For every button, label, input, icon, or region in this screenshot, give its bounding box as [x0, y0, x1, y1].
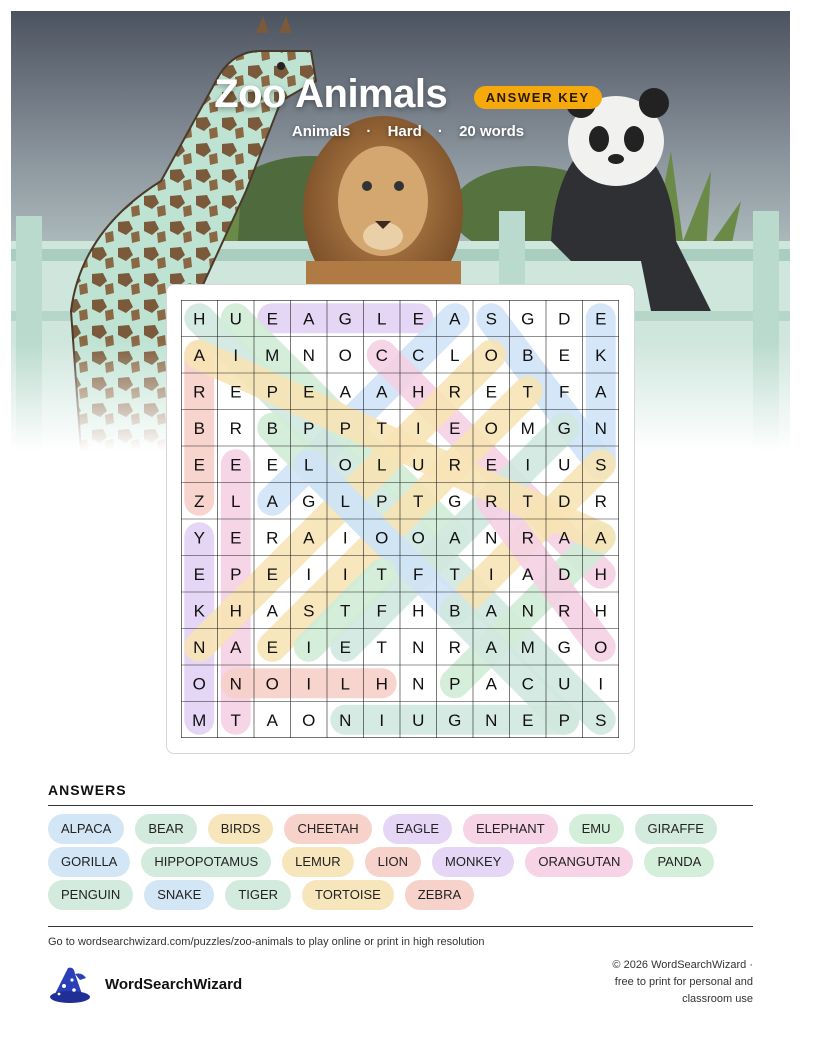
grid-letter: I [379, 710, 385, 730]
copyright-line: © 2026 WordSearchWizard · [612, 959, 753, 971]
grid-letter: T [376, 564, 387, 584]
answer-word-chip: CHEETAH [284, 814, 371, 844]
grid-letter: O [192, 674, 206, 694]
grid-letter: E [303, 382, 315, 402]
grid-letter: P [558, 710, 570, 730]
grid-canvas [181, 300, 619, 738]
difficulty-label: Hard [387, 123, 422, 140]
grid-letter: C [412, 345, 425, 365]
grid-letter: A [339, 382, 351, 402]
grid-letter: M [520, 637, 535, 657]
answer-word-chip: ORANGUTAN [525, 847, 633, 877]
grid-letter: N [193, 637, 206, 657]
grid-letter: E [412, 309, 424, 329]
grid-letter: I [415, 418, 421, 438]
brand-name: WordSearchWizard [105, 975, 243, 993]
grid-letter: N [339, 710, 352, 730]
grid-letter: D [558, 491, 571, 511]
grid-letter: A [558, 528, 570, 548]
grid-letter: O [302, 710, 316, 730]
grid-letter: L [450, 345, 460, 365]
answer-word-chip: TORTOISE [302, 880, 394, 910]
grid-letter: G [448, 710, 462, 730]
grid-letter: C [521, 674, 534, 694]
grid-letter: I [342, 528, 348, 548]
grid-letter: G [302, 491, 316, 511]
grid-letter: E [266, 455, 278, 475]
grid-letter: A [449, 309, 461, 329]
grid-letter: A [522, 564, 534, 584]
grid-letter: N [521, 601, 534, 621]
grid-letter: P [303, 418, 315, 438]
grid-letter: E [485, 455, 497, 475]
grid-letter: I [342, 564, 348, 584]
grid-letter: A [230, 637, 242, 657]
answer-word-chip: BEAR [135, 814, 196, 844]
grid-letter: R [448, 455, 461, 475]
grid-letter: S [485, 309, 497, 329]
grid-letter: P [449, 674, 461, 694]
meta-separator: · [437, 123, 443, 140]
grid-letter: G [557, 418, 571, 438]
grid-letter: A [595, 382, 607, 402]
answer-word-chip: LEMUR [282, 847, 354, 877]
footer-link-text[interactable]: Go to wordsearchwizard.com/puzzles/zoo-animals to play online or print in high resolution [48, 936, 485, 948]
grid-letter: I [306, 637, 312, 657]
grid-letter: E [193, 455, 205, 475]
grid-letter: E [522, 710, 534, 730]
grid-letter: R [521, 528, 534, 548]
title-row [0, 72, 816, 117]
grid-letter: G [557, 637, 571, 657]
grid-letter: A [376, 382, 388, 402]
grid-letter: G [521, 309, 535, 329]
answer-word-chip: TIGER [225, 880, 291, 910]
grid-letter: I [233, 345, 239, 365]
grid-letter: E [230, 382, 242, 402]
grid-letter: H [594, 601, 607, 621]
answer-word-chip: MONKEY [432, 847, 514, 877]
word-count-label: 20 words [459, 123, 525, 140]
grid-letter: N [302, 345, 315, 365]
grid-letter: I [306, 674, 312, 694]
grid-letter: N [412, 674, 425, 694]
grid-letter: A [266, 710, 278, 730]
grid-letter: I [525, 455, 531, 475]
grid-letter: A [595, 528, 607, 548]
grid-letter: R [448, 637, 461, 657]
grid-letter: E [485, 382, 497, 402]
grid-letter: S [595, 455, 607, 475]
copyright-line: free to print for personal and [614, 976, 753, 988]
grid-letter: M [520, 418, 535, 438]
grid-letter: E [449, 418, 461, 438]
grid-letter: A [485, 637, 497, 657]
grid-letter: H [412, 382, 425, 402]
grid-letter: L [231, 491, 241, 511]
grid-letter: H [412, 601, 425, 621]
grid-letter: A [303, 309, 315, 329]
grid-letter: E [558, 345, 570, 365]
puzzle-meta [0, 123, 816, 140]
answer-word-chip: ZEBRA [405, 880, 474, 910]
grid-letter: R [558, 601, 571, 621]
grid-letter: N [485, 710, 498, 730]
divider [48, 805, 753, 806]
grid-letter: C [375, 345, 388, 365]
answer-word-chip: PANDA [644, 847, 714, 877]
page-title: Zoo Animals [214, 72, 448, 116]
grid-letter: P [230, 564, 242, 584]
grid-letter: E [266, 564, 278, 584]
grid-letter: N [485, 528, 498, 548]
divider [48, 926, 753, 927]
grid-letter: E [230, 455, 242, 475]
grid-letter: F [413, 564, 424, 584]
grid-letter: P [376, 491, 388, 511]
grid-letter: A [193, 345, 205, 365]
grid-letter: U [558, 674, 571, 694]
grid-letter: R [594, 491, 607, 511]
grid-letter: M [192, 710, 207, 730]
grid-letter: U [412, 710, 425, 730]
grid-letter: L [377, 455, 387, 475]
answer-word-chip: BIRDS [208, 814, 274, 844]
grid-letter: U [412, 455, 425, 475]
grid-letter: D [558, 564, 571, 584]
grid-letter: O [265, 674, 279, 694]
grid-letter: T [376, 637, 387, 657]
grid-letter: S [595, 710, 607, 730]
grid-letter: B [522, 345, 534, 365]
meta-separator: · [366, 123, 372, 140]
grid-letter: O [411, 528, 425, 548]
answer-word-chip: EAGLE [383, 814, 452, 844]
grid-letter: A [266, 491, 278, 511]
grid-letter: F [559, 382, 570, 402]
brand[interactable] [48, 964, 242, 1004]
grid-letter: T [376, 418, 387, 438]
grid-letter: K [193, 601, 205, 621]
grid-letter: L [304, 455, 314, 475]
grid-letter: Z [194, 491, 205, 511]
answer-word-list [48, 814, 753, 913]
grid-letter: U [229, 309, 242, 329]
grid-letter: A [485, 674, 497, 694]
answer-key-badge: ANSWER KEY [474, 86, 602, 109]
grid-letter: R [448, 382, 461, 402]
grid-letter: H [594, 564, 607, 584]
answer-word-chip: HIPPOPOTAMUS [141, 847, 271, 877]
grid-letter: L [377, 309, 387, 329]
answers-heading: ANSWERS [48, 782, 127, 798]
grid-letter: M [265, 345, 280, 365]
grid-letter: E [193, 564, 205, 584]
grid-letter: L [340, 674, 350, 694]
answer-word-chip: GIRAFFE [635, 814, 717, 844]
grid-letter: E [595, 309, 607, 329]
grid-letter: B [449, 601, 461, 621]
grid-letter: S [303, 601, 315, 621]
grid-letter: R [229, 418, 242, 438]
answer-word-chip: ALPACA [48, 814, 124, 844]
grid-letter: O [594, 637, 608, 657]
grid-letter: N [412, 637, 425, 657]
grid-letter: I [488, 564, 494, 584]
grid-letter: H [229, 601, 242, 621]
grid-letter: T [413, 491, 424, 511]
grid-letter: N [594, 418, 607, 438]
copyright-line: classroom use [682, 993, 753, 1005]
word-search-grid [181, 300, 619, 738]
answer-word-chip: LION [365, 847, 421, 877]
grid-letter: A [485, 601, 497, 621]
grid-letter: K [595, 345, 607, 365]
grid-letter: R [266, 528, 279, 548]
grid-letter: O [338, 455, 352, 475]
grid-letter: A [303, 528, 315, 548]
answer-word-chip: SNAKE [144, 880, 214, 910]
grid-letter: F [376, 601, 387, 621]
grid-letter: E [266, 637, 278, 657]
grid-letter: O [338, 345, 352, 365]
grid-letter: T [230, 710, 241, 730]
grid-letter: G [338, 309, 352, 329]
grid-letter: D [558, 309, 571, 329]
answer-word-chip: GORILLA [48, 847, 130, 877]
grid-letter: L [340, 491, 350, 511]
grid-letter: N [229, 674, 242, 694]
grid-letter: A [449, 528, 461, 548]
grid-letter: E [230, 528, 242, 548]
wizard-hat-icon [48, 964, 92, 1004]
grid-letter: P [266, 382, 278, 402]
grid-letter: E [266, 309, 278, 329]
grid-letter: Y [193, 528, 205, 548]
grid-letter: T [449, 564, 460, 584]
grid-letter: A [266, 601, 278, 621]
category-label: Animals [291, 123, 351, 140]
grid-letter: E [339, 637, 351, 657]
copyright-notice [553, 957, 753, 1008]
grid-letter: B [193, 418, 205, 438]
grid-letter: R [193, 382, 206, 402]
grid-letter: B [266, 418, 278, 438]
answer-word-chip: EMU [569, 814, 624, 844]
grid-letter: R [485, 491, 498, 511]
grid-letter: O [484, 418, 498, 438]
answer-word-chip: PENGUIN [48, 880, 133, 910]
grid-letter: T [340, 601, 351, 621]
grid-letter: U [558, 455, 571, 475]
grid-letter: P [339, 418, 351, 438]
grid-letter: I [598, 674, 604, 694]
answer-word-chip: ELEPHANT [463, 814, 558, 844]
grid-letter: I [306, 564, 312, 584]
grid-letter: O [484, 345, 498, 365]
grid-letter: H [375, 674, 388, 694]
grid-letter: O [375, 528, 389, 548]
grid-letter: T [522, 382, 533, 402]
grid-letter: H [193, 309, 206, 329]
grid-letter: G [448, 491, 462, 511]
grid-letter: T [522, 491, 533, 511]
